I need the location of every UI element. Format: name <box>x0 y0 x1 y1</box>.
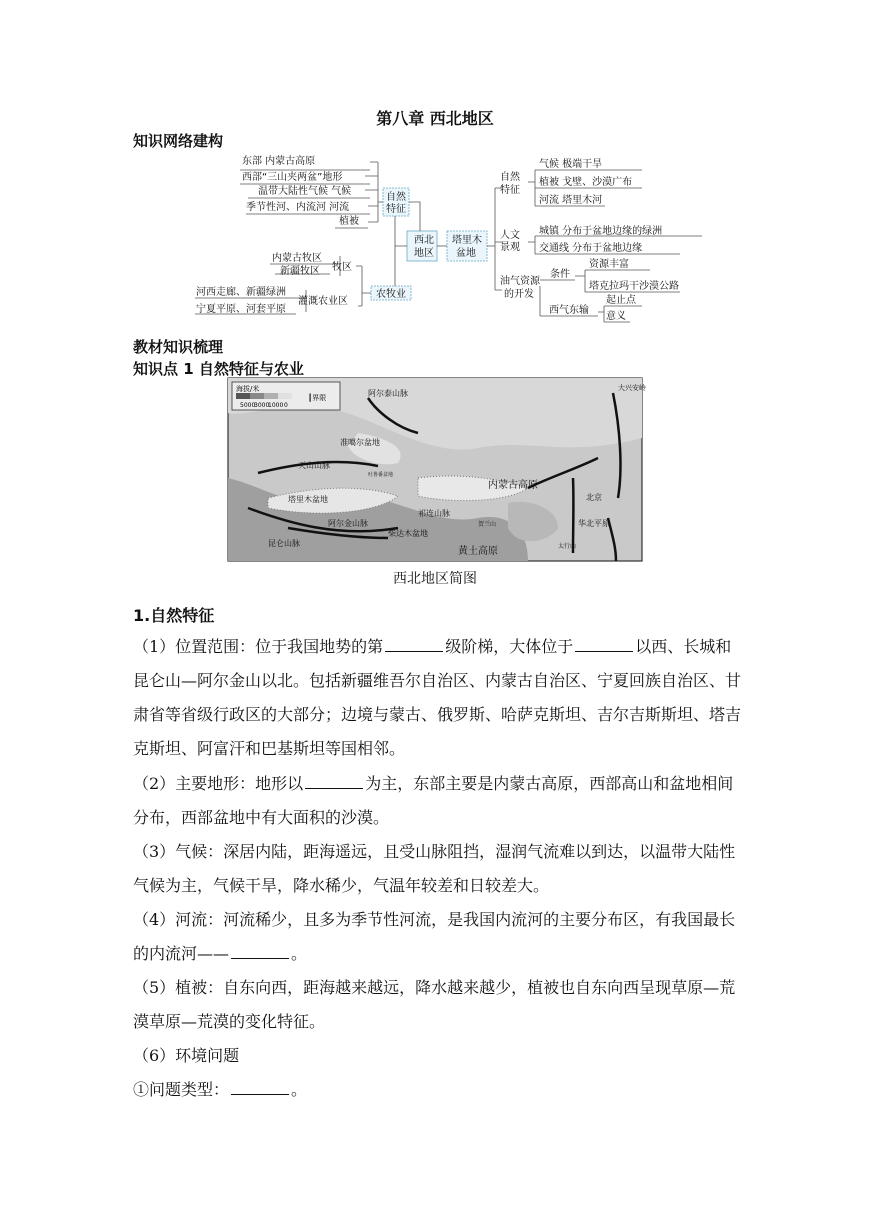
mindmap-agri-6: 灌溉农业区 <box>298 296 348 307</box>
map-legend-tick-3: 1000 <box>268 402 284 409</box>
mindmap-rnat-item3: 河流 塔里木河 <box>539 195 603 206</box>
map-legend-river: ┃界限 <box>308 394 327 402</box>
blank-problem[interactable] <box>231 1077 289 1095</box>
mindmap-basin-line2: 盆地 <box>456 248 476 259</box>
map-label-tarim: 塔里木盆地 <box>288 495 328 504</box>
paragraph-terrain: （2）主要地形：地形以 为主，东部主要是内蒙古高原，西部高山和盆地相间分布，西部盆地中有大面积的沙漠。 <box>133 767 743 835</box>
mindmap-center-line1: 西北 <box>414 235 434 246</box>
mindmap-roil-cond1: 资源丰富 <box>589 259 629 270</box>
mindmap-left-5: 植被 <box>339 216 359 227</box>
mindmap-rhum-item2: 交通线 分布于盆地边缘 <box>539 243 643 254</box>
mindmap-left-2: 西部“三山夹两盆”地形 <box>242 172 343 183</box>
subsection-natural-features: 1.自然特征 <box>133 606 215 625</box>
mindmap-natural-line1: 自然 <box>386 192 406 203</box>
mindmap-agri-1: 内蒙古牧区 <box>272 253 322 264</box>
mindmap-center-line2: 地区 <box>414 248 434 259</box>
mindmap-agri-5: 宁夏平原、河套平原 <box>196 304 286 315</box>
mindmap-agri: 农牧业 <box>376 289 406 300</box>
map-caption: 西北地区简图 <box>393 571 477 587</box>
map-label-junggar: 准噶尔盆地 <box>340 438 380 447</box>
map-label-beijing: 北京 <box>586 493 602 502</box>
paragraph-location: （1）位置范围：位于我国地势的第 级阶梯，大体位于 以西、长城和昆仑山—阿尔金山以北。包括新疆维吾尔自治区、内蒙古自治区、宁夏回族自治区、甘肃省等省级行政区的大部分；边境与蒙古、俄罗斯、哈萨克斯坦、吉尔吉斯斯坦、塔吉克斯坦、阿富汗和巴基斯坦等国相邻。 <box>133 630 743 766</box>
map-legend-title: 海拔/米 <box>236 385 260 393</box>
mindmap-roil-west: 西气东输 <box>549 305 589 316</box>
map-label-loess: 黄土高原 <box>458 546 498 557</box>
mindmap-basin-line1: 塔里木 <box>452 235 482 246</box>
paragraph-vegetation: （5）植被：自东向西，距海越来越远，降水越来越少，植被也自东向西呈现草原—荒漠草原—荒漠的变化特征。 <box>133 978 736 1031</box>
mindmap-left-3: 温带大陆性气候 气候 <box>258 186 352 197</box>
mindmap-rnat-item1: 气候 极端干旱 <box>539 159 603 170</box>
map-label-tianshan: 天山山脉 <box>298 461 330 470</box>
knowledge-point-heading: 知识点 1 自然特征与农业 <box>133 360 304 378</box>
mindmap-left-4: 季节性河、内流河 河流 <box>246 202 350 213</box>
chapter-title: 第八章 西北地区 <box>376 109 494 128</box>
mindmap-roil-2: 的开发 <box>504 289 534 300</box>
paragraph-problem-type: ①问题类型： 。 <box>133 1073 743 1107</box>
map-legend-tick-2: 3000 <box>254 402 270 409</box>
map-label-kunlun: 昆仑山脉 <box>268 539 300 548</box>
mindmap-agri-2: 新疆牧区 <box>280 266 320 277</box>
map-label-daxinganling: 大兴安岭 <box>618 384 646 392</box>
map-label-altun: 阿尔金山脉 <box>328 519 368 528</box>
blank-ladder[interactable] <box>385 634 443 652</box>
map-label-qilian: 祁连山脉 <box>418 509 450 518</box>
mindmap-roil-cond: 条件 <box>550 269 570 280</box>
map-legend-tick-1: 5000 <box>240 402 256 409</box>
mindmap-rhum-1: 人文 <box>500 230 520 241</box>
mindmap-roil-west2: 意义 <box>606 311 626 322</box>
blank-river[interactable] <box>231 941 289 959</box>
paragraph-environment: （6）环境问题 <box>133 1046 240 1065</box>
blank-boundary[interactable] <box>575 634 633 652</box>
mindmap-rnat-item2: 植被 戈壁、沙漠广布 <box>539 177 633 188</box>
map-label-helan: 贺兰山 <box>478 521 497 528</box>
map-label-north-china-plain: 华北平原 <box>578 519 610 528</box>
map-label-qaidam: 柴达木盆地 <box>388 529 428 538</box>
mindmap-roil-cond2: 塔克拉玛干沙漠公路 <box>589 281 679 292</box>
mindmap-roil-west1: 起止点 <box>606 295 636 306</box>
map-label-inner-mongolia: 内蒙古高原 <box>488 480 538 491</box>
mindmap-rnat-1: 自然 <box>500 172 520 183</box>
section-heading-textbook: 教材知识梳理 <box>133 338 224 356</box>
mindmap-rhum-item1: 城镇 分布于盆地边缘的绿洲 <box>539 226 663 237</box>
mindmap-natural-line2: 特征 <box>386 204 406 215</box>
paragraph-rivers: （4）河流：河流稀少，且多为季节性河流，是我国内流河的主要分布区，有我国最长的内流河—— 。 <box>133 910 736 963</box>
mindmap-rnat-2: 特征 <box>500 185 520 196</box>
map-label-turpan: 吐鲁番盆地 <box>368 472 394 478</box>
knowledge-mindmap <box>190 150 690 330</box>
mindmap-roil-1: 油气资源 <box>500 276 540 287</box>
section-heading-network: 知识网络建构 <box>133 132 224 150</box>
map-label-taihang: 太行山 <box>558 543 577 550</box>
mindmap-agri-4: 河西走廊、新疆绿洲 <box>196 287 286 298</box>
mindmap-left-1: 东部 内蒙古高原 <box>242 156 316 167</box>
blank-terrain[interactable] <box>305 771 363 789</box>
mindmap-rhum-2: 景观 <box>500 242 520 253</box>
map-label-altai: 阿尔泰山脉 <box>368 389 408 398</box>
northwest-region-map <box>228 378 646 561</box>
paragraph-climate: （3）气候：深居内陆，距海遥远，且受山脉阻挡，湿润气流难以到达，以温带大陆性气候为主，气候干旱，降水稀少，气温年较差和日较差大。 <box>133 842 736 895</box>
mindmap-agri-3: 牧区 <box>332 262 352 273</box>
map-legend-tick-4: 0 <box>284 402 288 409</box>
